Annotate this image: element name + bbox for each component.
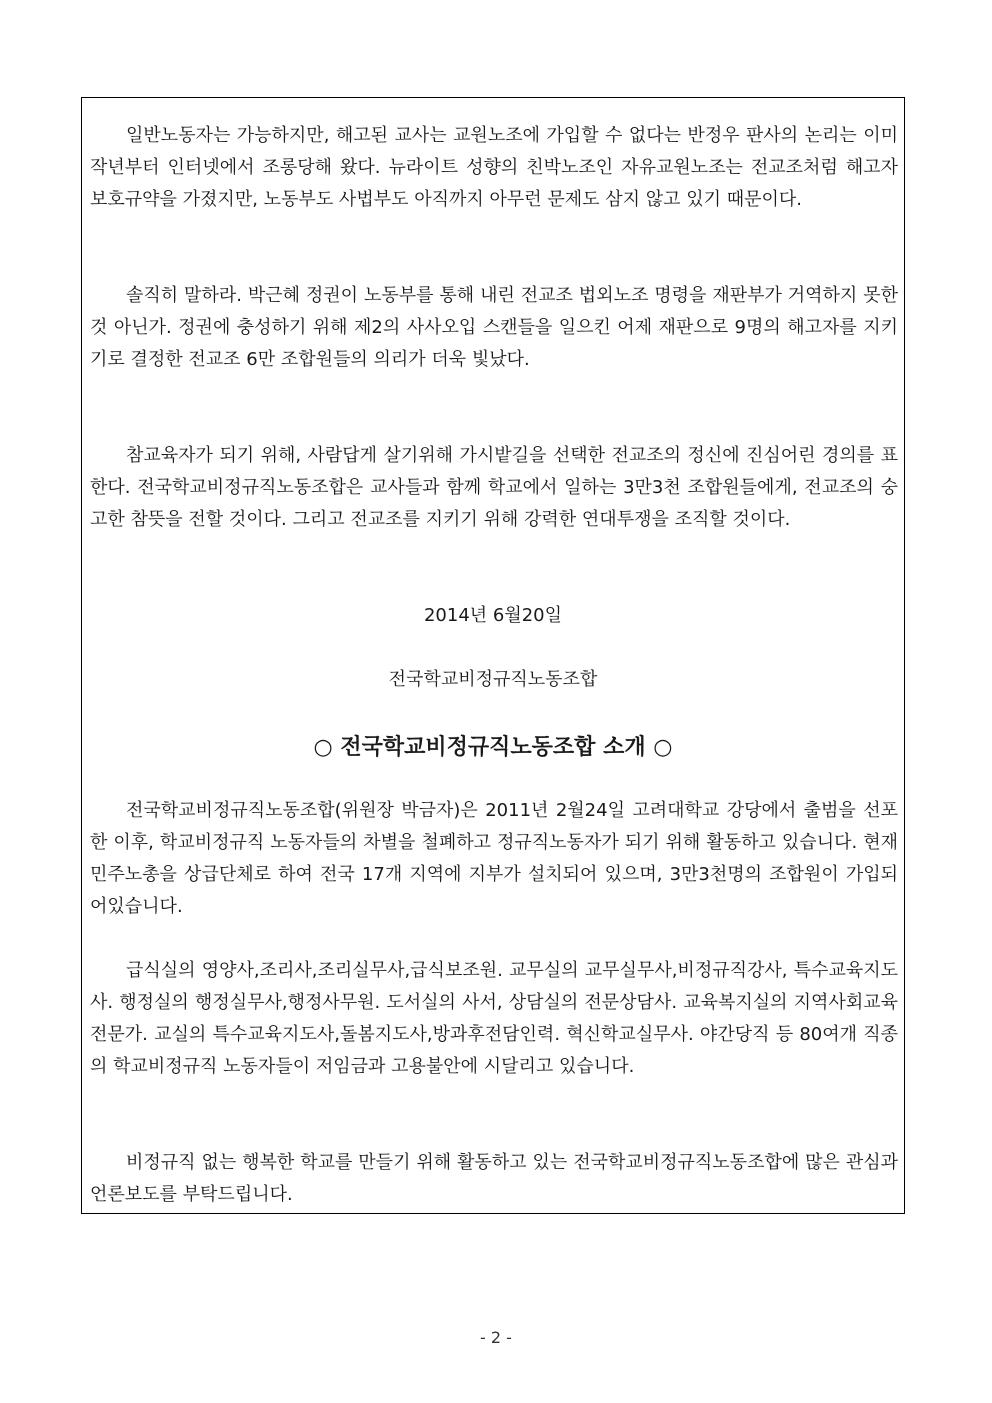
paragraph: 참교육자가 되기 위해, 사람답게 살기위해 가시밭길을 선택한 전교조의 정신에 진심어린 경의를 표한다. 전국학교비정규직노동조합은 교사들과 함께 학교에서 일하는 3만3천 조합원들에게, 전교조의 숭고한 참뜻을 전할 것이다. 그리고 전교조를 지키기 위해 강력한 연대투쟁을 조직할 것이다. [90, 445, 898, 530]
paragraph: 솔직히 말하라. 박근혜 정권이 노동부를 통해 내린 전교조 법외노조 명령을 재판부가 거역하지 못한 것 아닌가. 정권에 충성하기 위해 제2의 사사오입 스캔들을 일으킨 어제 재판으로 9명의 해고자를 지키기로 결정한 전교조 6만 조합원들의 의리가 더욱 빛났다. [90, 285, 898, 370]
intro-paragraph: 전국학교비정규직노동조합(위원장 박금자)은 2011년 2월24일 고려대학교 강당에서 출범을 선포한 이후, 학교비정규직 노동자들의 차별을 철폐하고 정규직노동자가 되기 위해 활동하고 있습니다. 현재 민주노총을 상급단체로 하여 전국 17개 지역에 지부가 설치되어 있으며, 3만3천명의 조합원이 가입되어있습니다. [90, 800, 898, 917]
signature-org: 전국학교비정규직노동조합 [388, 669, 598, 690]
intro-paragraph: 급식실의 영양사,조리사,조리실무사,급식보조원. 교무실의 교무실무사,비정규직강사, 특수교육지도사. 행정실의 행정실무사,행정사무원. 도서실의 사서, 상담실의 전문상담사. 교육복지실의 지역사회교육전문가. 교실의 특수교육지도사,돌봄지도사,방과후전담인력. 혁신학교실무사. 야간당직 등 80여개 직종의 학교비정규직 노동자들이 저임금과 고용불안에 시달리고 있습니다. [90, 960, 898, 1077]
intro-paragraph: 비정규직 없는 행복한 학교를 만들기 위해 활동하고 있는 전국학교비정규직노동조합에 많은 관심과 언론보도를 부탁드립니다. [90, 1152, 898, 1205]
release-date: 2014년 6월20일 [423, 605, 563, 626]
page-number: - 2 - [480, 1328, 512, 1347]
paragraph: 일반노동자는 가능하지만, 해고된 교사는 교원노조에 가입할 수 없다는 반정우 판사의 논리는 이미 작년부터 인터넷에서 조롱당해 왔다. 뉴라이트 성향의 친박노조인 자유교원노조는 전교조처럼 해고자 보호규약을 가졌지만, 노동부도 사법부도 아직까지 아무런 문제도 삼지 않고 있기 때문이다. [90, 125, 898, 210]
intro-title: ○ 전국학교비정규직노동조합 소개 ○ [313, 735, 673, 760]
press-release-box [81, 97, 905, 1214]
